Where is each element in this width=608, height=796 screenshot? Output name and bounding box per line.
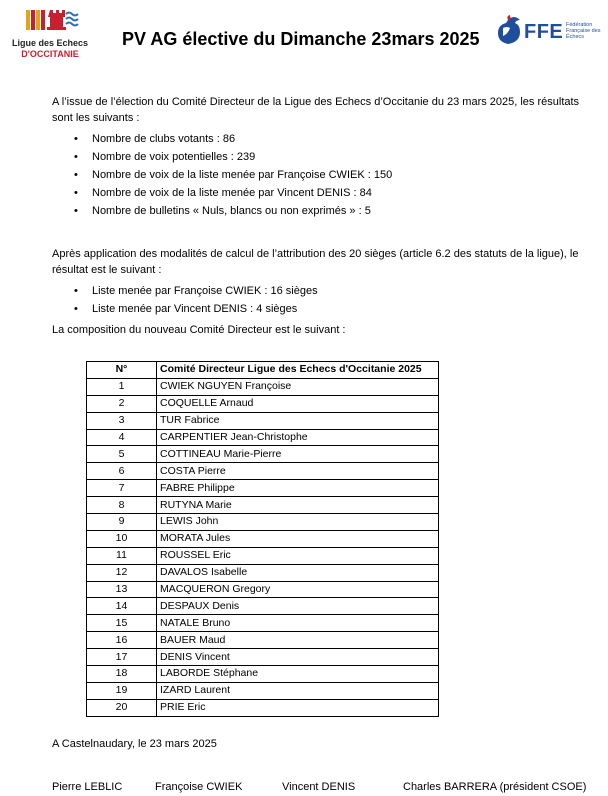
signature-2: Françoise CWIEK bbox=[155, 781, 243, 793]
signature-1: Pierre LEBLIC bbox=[52, 781, 123, 793]
application-paragraph: Après application des modalités de calcul de l’attribution des 20 sièges (article 6.2 des statuts de la ligue), le résultat est le suivant : bbox=[52, 248, 579, 276]
row-number: 17 bbox=[87, 649, 157, 666]
results-list bbox=[74, 130, 392, 220]
member-name: DAVALOS Isabelle bbox=[157, 564, 439, 581]
row-number: 19 bbox=[87, 682, 157, 699]
member-name: PRIE Eric bbox=[157, 699, 439, 716]
list-item: • Nombre de bulletins « Nuls, blancs ou non exprimés » : 5 bbox=[74, 202, 392, 220]
member-name: TUR Fabrice bbox=[157, 412, 439, 429]
list-item: • Nombre de voix potentielles : 239 bbox=[74, 148, 392, 166]
row-number: 13 bbox=[87, 581, 157, 598]
row-number: 14 bbox=[87, 598, 157, 615]
table-body bbox=[87, 378, 439, 716]
table-row bbox=[87, 649, 439, 666]
composition-paragraph: La composition du nouveau Comité Directeur est le suivant : bbox=[52, 324, 346, 336]
member-name: RUTYNA Marie bbox=[157, 497, 439, 514]
row-number: 2 bbox=[87, 395, 157, 412]
ligue-emblem-icon bbox=[4, 4, 96, 38]
ffe-logo-subtitle: Fédération Française des Échecs bbox=[566, 22, 601, 40]
table-row bbox=[87, 514, 439, 531]
ligue-logo-line1: Ligue des Echecs bbox=[11, 38, 89, 48]
row-number: 7 bbox=[87, 480, 157, 497]
list-item: • Nombre de voix de la liste menée par Françoise CWIEK : 150 bbox=[74, 166, 392, 184]
row-number: 5 bbox=[87, 446, 157, 463]
member-name: COTTINEAU Marie-Pierre bbox=[157, 446, 439, 463]
table-row bbox=[87, 632, 439, 649]
table-row bbox=[87, 463, 439, 480]
member-name: MACQUERON Gregory bbox=[157, 581, 439, 598]
member-name: DENIS Vincent bbox=[157, 649, 439, 666]
list-item: • Liste menée par Vincent DENIS : 4 sièges bbox=[74, 300, 318, 318]
seats-list bbox=[74, 282, 318, 318]
committee-table bbox=[86, 361, 439, 717]
table-row bbox=[87, 598, 439, 615]
row-number: 6 bbox=[87, 463, 157, 480]
list-item: • Liste menée par Françoise CWIEK : 16 sièges bbox=[74, 282, 318, 300]
member-name: LEWIS John bbox=[157, 514, 439, 531]
column-header-number: N° bbox=[87, 362, 157, 379]
row-number: 3 bbox=[87, 412, 157, 429]
table-row bbox=[87, 666, 439, 683]
member-name: CWIEK NGUYEN Françoise bbox=[157, 378, 439, 395]
table-row bbox=[87, 581, 439, 598]
table-row bbox=[87, 564, 439, 581]
column-header-name: Comité Directeur Ligue des Echecs d'Occitanie 2025 bbox=[157, 362, 439, 379]
table-row bbox=[87, 429, 439, 446]
rooster-icon bbox=[494, 14, 524, 48]
row-number: 18 bbox=[87, 666, 157, 683]
table-row bbox=[87, 395, 439, 412]
table-row bbox=[87, 412, 439, 429]
member-name: DESPAUX Denis bbox=[157, 598, 439, 615]
member-name: FABRE Philippe bbox=[157, 480, 439, 497]
member-name: BAUER Maud bbox=[157, 632, 439, 649]
intro-paragraph: A l’issue de l’élection du Comité Directeur de la Ligue des Echecs d’Occitanie du 23 mars 2025, les résultats sont les suivants : bbox=[52, 96, 580, 124]
ligue-logo-line2: D'OCCITANIE bbox=[21, 49, 79, 59]
page-title: PV AG élective du Dimanche 23mars 2025 bbox=[122, 29, 480, 49]
table-row bbox=[87, 480, 439, 497]
member-name: MORATA Jules bbox=[157, 530, 439, 547]
table-row bbox=[87, 530, 439, 547]
table-row bbox=[87, 615, 439, 632]
member-name: LABORDE Stéphane bbox=[157, 666, 439, 683]
row-number: 9 bbox=[87, 514, 157, 531]
table-header-row bbox=[87, 362, 439, 379]
table-row bbox=[87, 699, 439, 716]
signature-4: Charles BARRERA (président CSOE) bbox=[403, 781, 587, 793]
table-row bbox=[87, 682, 439, 699]
ffe-logo-name: FFE bbox=[524, 21, 564, 43]
row-number: 12 bbox=[87, 564, 157, 581]
list-item: • Nombre de clubs votants : 86 bbox=[74, 130, 392, 148]
row-number: 4 bbox=[87, 429, 157, 446]
member-name: ROUSSEL Eric bbox=[157, 547, 439, 564]
member-name: CARPENTIER Jean-Christophe bbox=[157, 429, 439, 446]
row-number: 8 bbox=[87, 497, 157, 514]
row-number: 11 bbox=[87, 547, 157, 564]
table-row bbox=[87, 446, 439, 463]
list-item: • Nombre de voix de la liste menée par Vincent DENIS : 84 bbox=[74, 184, 392, 202]
place-date: A Castelnaudary, le 23 mars 2025 bbox=[52, 738, 217, 750]
table-row bbox=[87, 378, 439, 395]
ligue-logo bbox=[4, 4, 96, 62]
table-row bbox=[87, 547, 439, 564]
signature-3: Vincent DENIS bbox=[282, 781, 356, 793]
row-number: 15 bbox=[87, 615, 157, 632]
row-number: 20 bbox=[87, 699, 157, 716]
table-row bbox=[87, 497, 439, 514]
member-name: COQUELLE Arnaud bbox=[157, 395, 439, 412]
member-name: COSTA Pierre bbox=[157, 463, 439, 480]
member-name: IZARD Laurent bbox=[157, 682, 439, 699]
row-number: 10 bbox=[87, 530, 157, 547]
member-name: NATALE Bruno bbox=[157, 615, 439, 632]
ffe-logo bbox=[494, 14, 604, 54]
row-number: 1 bbox=[87, 378, 157, 395]
row-number: 16 bbox=[87, 632, 157, 649]
